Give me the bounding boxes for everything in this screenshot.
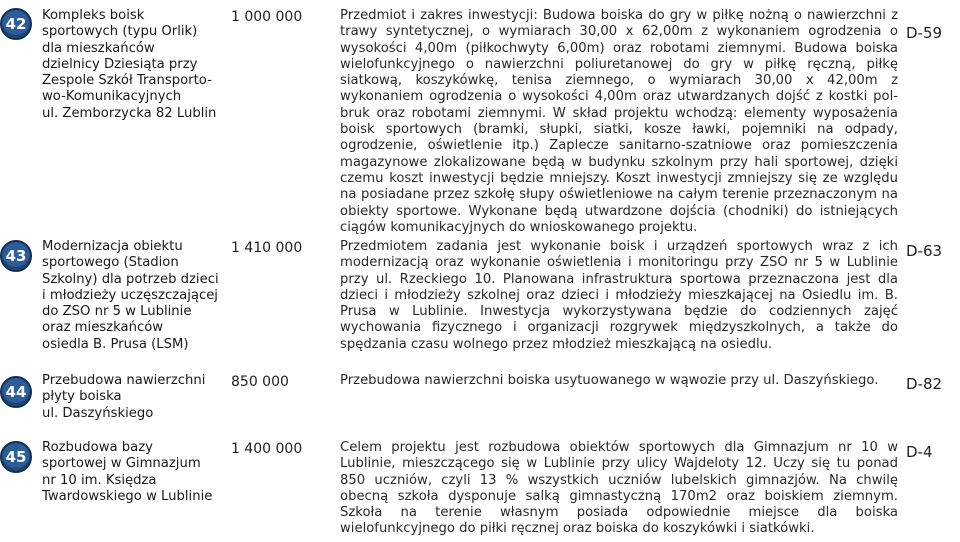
project-description: Celem projektu jest rozbudowa obiektów sportowych dla Gimnazjum nr 10 w Lublinie, mieszczącego się w Lublinie przy ulicy Wajdeloty 12. Uczy się tu ponad 850 uczniów, czyli 13 % wszystkich uczniów lubelskich gimnazjów. Na chwilę obecną szkoła dysponuje salką gimnastyczną 170m2 oraz boiskiem ziemnym. Szkoła na terenie własnym posiada odpowiednie miejsce dla boiska wielofunkcyjnego do piłki ręcznej oraz boiska do koszykówki i siatkówki. bbox=[340, 440, 898, 537]
project-amount: 1 000 000 bbox=[231, 9, 303, 25]
item-number-badge: 45 bbox=[0, 441, 32, 473]
project-description: Przedmiot i zakres inwestycji: Budowa boiska do gry w piłkę nożną o nawierzchni z trawy syntetycznej, o wymiarach 30,00 x 62,00m z wykonaniem ogrodzenia o wysokości 4,00m (piłkochwyty 6,00m) oraz robotami ziemnymi. Budowa boiska wielofunkcyjnego o nawierzchni poliuretanowej do gry w piłkę ręczną, piłkę siatkową, koszykówkę, tenisa ziemnego, o wymiarach 30,00 x 42,00m z wykonaniem ogrodzenia o wysokości 4,00m oraz utwardzanych dojść z kostki pol-bruk oraz robotami ziemnymi. W skład projektu wchodzą: elementy wyposażenia boisk sportowych (bramki, słupki, siatki, kosze ławki, pojemniki na odpady, ogrodzenie, oświetlenie itp.) Zaplecze sanitarno-szatniowe oraz pomieszczenia magazynowe zlokalizowane będą w budynku szkolnym przy hali sportowej, dzięki czemu koszt inwestycji będzie mniejszy. Koszt inwestycji zmniejszy się ze względu na posiadane przez szkołę słupy oświetleniowe na całym terenie przeznaczonym na obiekty sportowe. Wykonane będą utwardzone dojścia (chodniki) do istniejących ciągów komunikacyjnych do wnioskowanego projektu. bbox=[340, 8, 898, 235]
project-amount: 1 400 000 bbox=[231, 441, 303, 457]
project-name: Kompleks boisk sportowych (typu Orlik) dla mieszkańców dzielnicy Dziesiąta przy Zespole Szkół Transporto- wo-Komunikacyjnych ul. Zemborzycka 82 Lublin bbox=[42, 8, 217, 121]
project-code: D-82 bbox=[906, 375, 943, 393]
item-number-badge: 42 bbox=[0, 8, 32, 40]
project-code: D-59 bbox=[906, 24, 943, 42]
project-code: D-63 bbox=[906, 242, 943, 260]
project-name: Rozbudowa bazy sportowej w Gimnazjum nr 10 im. Księdza Twardowskiego w Lublinie bbox=[42, 440, 213, 504]
item-number-badge: 44 bbox=[0, 376, 32, 408]
project-amount: 850 000 bbox=[231, 374, 289, 390]
item-number-badge: 43 bbox=[0, 240, 32, 272]
project-code: D-4 bbox=[906, 443, 933, 461]
project-description: Przedmiotem zadania jest wykonanie boisk i urządzeń sportowych wraz z ich modernizacją oraz wykonanie oświetlenia i monitoringu przy ZSO nr 5 w Lublinie przy ul. Rzeckiego 10. Planowana infrastruktura sportowa przeznaczona jest dla dzieci i młodzieży szkolnej oraz dzieci i młodzieży mieszkającej na Osiedlu im. B. Prusa w Lublinie. Inwestycja wykorzystywana będzie do codziennych zajęć wychowania fizycznego i organizacji rozgrywek międzyszkolnych, a także do spędzania czasu wolnego przez młodzież mieszkającą na osiedlu. bbox=[340, 239, 898, 352]
project-description: Przebudowa nawierzchni boiska usytuowanego w wąwozie przy ul. Daszyńskiego. bbox=[340, 373, 879, 388]
project-name: Modernizacja obiektu sportowego (Stadion Szkolny) dla potrzeb dzieci i młodzieży uczęszczającej do ZSO nr 5 w Lublinie oraz mieszkańców osiedla B. Prusa (LSM) bbox=[42, 239, 219, 352]
project-name: Przebudowa nawierzchni płyty boiska ul. Daszyńskiego bbox=[42, 373, 206, 421]
project-amount: 1 410 000 bbox=[231, 240, 303, 256]
